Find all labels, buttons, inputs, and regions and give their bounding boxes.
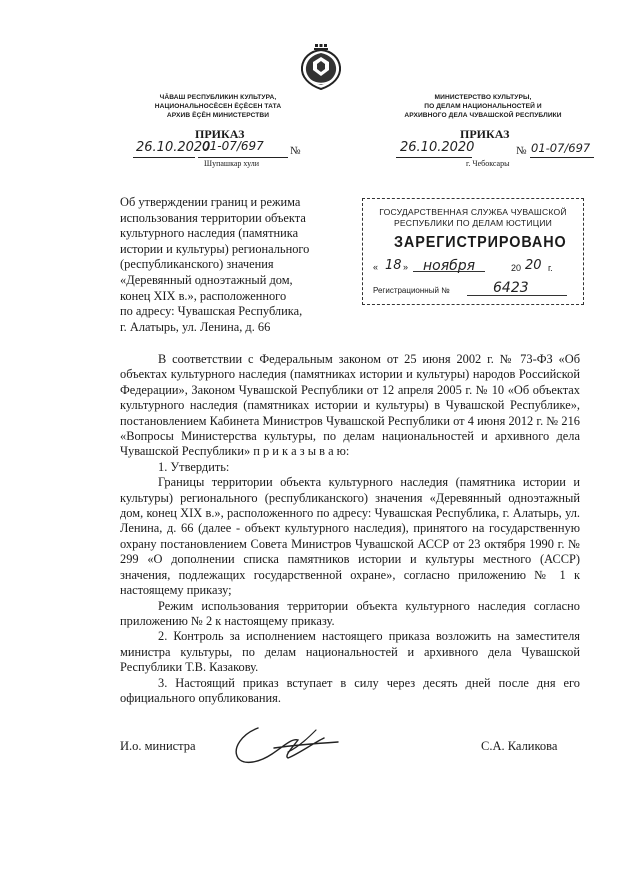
title-line: культурного наследия (памятника (120, 226, 299, 241)
document-body (120, 352, 580, 706)
header-right-doc-type: ПРИКАЗ (460, 127, 510, 141)
header-left-city: Шупашкар хули (204, 159, 259, 168)
stamp-quote-close: » (403, 262, 409, 272)
stamp-line1: ГОСУДАРСТВЕННАЯ СЛУЖБА ЧУВАШСКОЙ (379, 207, 567, 217)
stamp-reg-row (373, 280, 578, 299)
stamp-day: 18 (385, 258, 402, 273)
header-left-org (118, 93, 318, 120)
stamp-month: ноября (423, 258, 476, 274)
header-left-number-sign: № (290, 145, 301, 157)
body-paragraph-boundaries: Границы территории объекта культурного наследия (памятника истории и культуры) регионального (республиканского) значения «Деревянный одноэтажный дом, конец XIX в.», расположенного по адресу: Чувашская Республика, г. Алатырь, ул. Ленина, д. 66 (далее - объект культурного наследия), принятого на государственную охрану постановлением Совета Министров Чувашской АССР от 23 октября 1990 г. № 299 «О дополнении списка памятников истории и культуры местного (АССР) значения, подлежащих государственной охране», согласно приложению № 1 к настоящему приказу; (120, 475, 580, 598)
stamp-registered: ЗАРЕГИСТРИРОВАНО (394, 234, 567, 251)
title-line: г. Алатырь, ул. Ленина, д. 66 (120, 319, 271, 334)
header-left-number: 01-07/697 (202, 139, 264, 153)
header-right-line3: АРХИВНОГО ДЕЛА ЧУВАШСКОЙ РЕСПУБЛИКИ (404, 112, 562, 119)
stamp-year-prefix: 20 (511, 263, 522, 273)
header-right-number-line (530, 157, 594, 158)
signatory-position: И.о. министра (120, 739, 196, 753)
stamp-line2: РЕСПУБЛИКИ ПО ДЕЛАМ ЮСТИЦИИ (393, 218, 553, 228)
title-line: (республиканского) значения (120, 257, 274, 272)
body-paragraph-preamble: В соответствии с Федеральным законом от 25 июня 2002 г. № 73-ФЗ «Об объектах культурного наследия (памятниках истории и культуры) народов Российской Федерации», Законом Чувашской Республики от 12 апреля 2005 г. № 10 «Об объектах культурного наследия (памятниках истории и культуры) в Чувашской Республике», постановлением Кабинета Министров Чувашской Республики от 4 июня 2012 г. № 216 «Вопросы Министерства культуры, по делам национальностей и архивного дела Чувашской Республики» п р и к а з ы в а ю: (120, 352, 580, 459)
stamp-reg-number: 6423 (493, 280, 529, 296)
header-right-line2: ПО ДЕЛАМ НАЦИОНАЛЬНОСТЕЙ И (424, 103, 542, 110)
signatory-name: С.А. Каликова (481, 739, 558, 753)
header-right-city: г. Чебоксары (466, 159, 510, 168)
stamp-date-row (373, 259, 578, 277)
header-left-line1: ЧӐВАШ РЕСПУБЛИКИН КУЛЬТУРА, (159, 94, 277, 101)
signature-scribble (228, 718, 348, 770)
body-paragraph-regime: Режим использования территории объекта культурного наследия согласно приложению № 2 к настоящему приказу. (120, 598, 580, 628)
stamp-year-end: г. (548, 263, 553, 273)
header-left-number-line (198, 157, 288, 158)
header-left-line3: АРХИВ ĔҪĔН МИНИСТЕРСТВИ (166, 112, 270, 119)
document-title (120, 195, 341, 335)
stamp-reg-label: Регистрационный № (373, 286, 450, 295)
header-right-date-line (396, 157, 472, 158)
title-line: использования территории объекта (120, 210, 306, 225)
header-right-date: 26.10.2020 (400, 140, 475, 155)
coat-of-arms-emblem (296, 40, 346, 92)
header-right-org (378, 93, 588, 120)
header-left-date-line (133, 157, 195, 158)
body-paragraph-item1: 1. Утвердить: (158, 459, 230, 474)
header-right-number-sign: № (516, 145, 527, 157)
stamp-year-suffix: 20 (525, 258, 542, 273)
title-line: истории и культуры) регионального (120, 241, 310, 256)
title-line: Об утверждении границ и режима (120, 195, 301, 209)
header-left-line2: НАЦИОНАЛЬНОСĔСЕН ĔҪĔСЕН ТАТА (154, 103, 282, 110)
title-line: «Деревянный одноэтажный дом, (120, 272, 293, 287)
registration-stamp (362, 198, 584, 305)
body-paragraph-item2: 2. Контроль за исполнением настоящего приказа возложить на заместителя министра культуры, по делам национальностей и архивного дела Чувашской Республики Т.В. Казакову. (120, 629, 580, 675)
header-left-doc-type: ПРИКАЗ (195, 127, 245, 141)
header-right-line1: МИНИСТЕРСТВО КУЛЬТУРЫ, (434, 94, 532, 101)
title-line: по адресу: Чувашская Республика, (120, 304, 303, 319)
header-right-number: 01-07/697 (531, 141, 591, 155)
title-line: конец XIX в.», расположенного (120, 288, 287, 303)
body-paragraph-item3: 3. Настоящий приказ вступает в силу через десять дней после дня его официального опубликования. (120, 675, 580, 705)
stamp-quote-open: « (373, 262, 379, 272)
header-left-date: 26.10.2020 (136, 140, 211, 155)
